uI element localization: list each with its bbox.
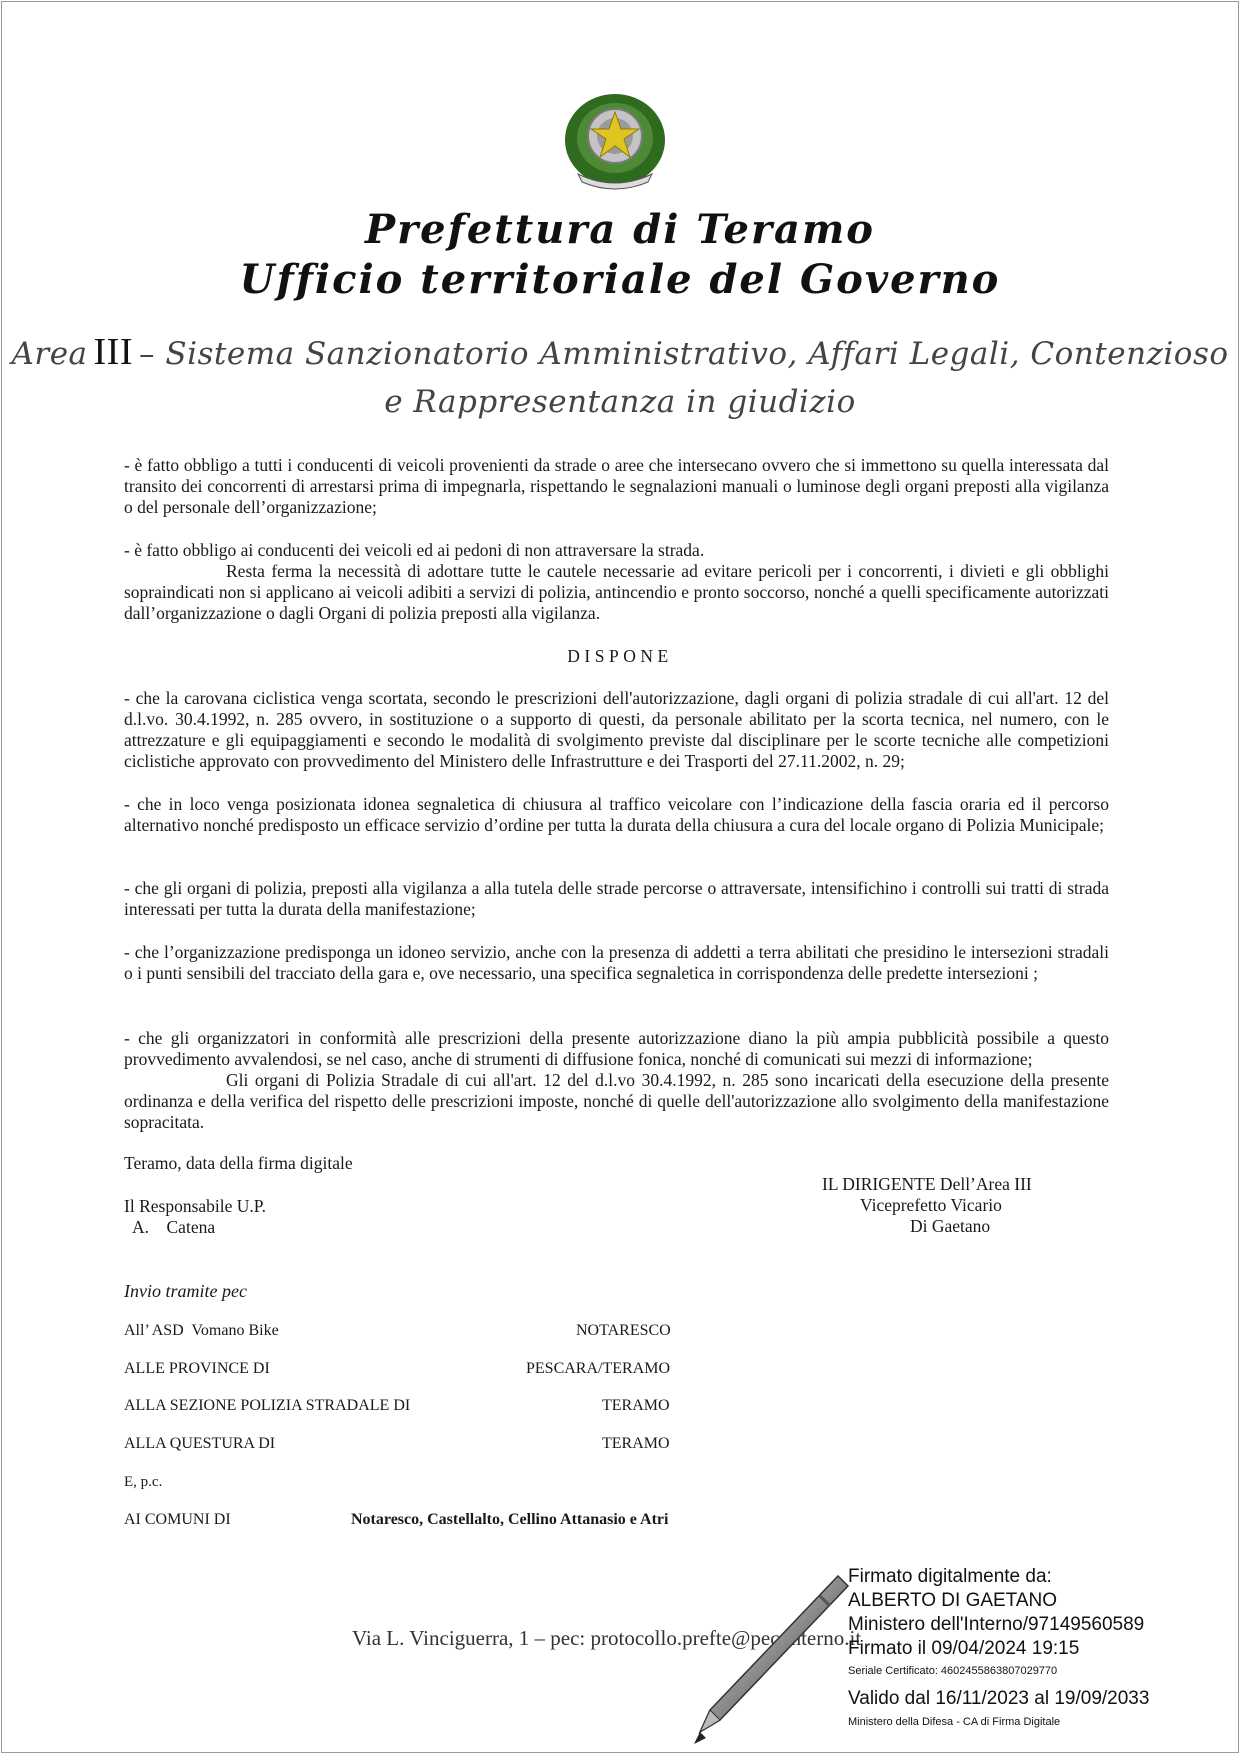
footer-address: Via L. Vinciguerra, 1 – pec: protocollo.prefte@pec.interno.it bbox=[352, 1626, 862, 1650]
paragraph-obbligo-pedoni: - è fatto obbligo ai conducenti dei veicoli ed ai pedoni di non attraversare la strada. bbox=[124, 540, 705, 560]
recipient-label: ALLA SEZIONE POLIZIA STRADALE DI bbox=[124, 1397, 411, 1414]
signature-signer: ALBERTO DI GAETANO bbox=[848, 1590, 1058, 1611]
area-heading-line2: e Rappresentanza in giudizio bbox=[384, 384, 856, 420]
responsabile-name: A. Catena bbox=[132, 1217, 216, 1237]
area-heading bbox=[0, 330, 1240, 374]
dispone-item-esecuzione: Gli organi di Polizia Stradale di cui all'art. 12 del d.l.vo 30.4.1992, n. 285 sono incaricati della esecuzione della presente ordinanza e della verifica del rispetto delle prescrizioni imposte, nonché di quelle dell'autorizzazione allo svolgimento della manifestazione sopracitata. bbox=[124, 1070, 1109, 1132]
dispone-item-segnaletica: - che in loco venga posizionata idonea segnaletica di chiusura al traffico veicolare con l’indicazione della fascia oraria ed il percorso alternativo nonché predisposto un efficace servizio d’ordine per tutta la durata della chiusura a cura del locale organo di Polizia Municipale; bbox=[124, 794, 1109, 835]
signature-line: Firmato digitalmente da: bbox=[848, 1566, 1052, 1587]
office-title: Prefettura di Teramo bbox=[365, 206, 875, 253]
recipients-heading: Invio tramite pec bbox=[124, 1281, 247, 1301]
comuni-value: Notaresco, Castellalto, Cellino Attanasio e Atri bbox=[351, 1511, 669, 1528]
italian-republic-emblem-icon bbox=[560, 82, 670, 192]
dirigente-role: Viceprefetto Vicario bbox=[860, 1195, 1002, 1215]
responsabile-title: Il Responsabile U.P. bbox=[124, 1196, 266, 1216]
area-prefix: Area bbox=[11, 336, 88, 372]
area-rest: – Sistema Sanzionatorio Amministrativo, Affari Legali, Contenzioso bbox=[139, 336, 1229, 372]
dispone-item-organizzazione: - che l’organizzazione predisponga un idoneo servizio, anche con la presenza di addetti a terra abilitati che presidino le intersezioni stradali o i punti sensibili del tracciato della gara e, ove necessario, una specifica segnaletica in corrispondenza delle predette intersezioni ; bbox=[124, 942, 1109, 983]
signature-validity: Valido dal 16/11/2023 al 19/09/2033 bbox=[848, 1688, 1150, 1709]
comuni-label: AI COMUNI DI bbox=[124, 1511, 231, 1528]
recipient-value: TERAMO bbox=[602, 1435, 670, 1452]
paragraph-cautele: Resta ferma la necessità di adottare tutte le cautele necessarie ad evitare pericoli per i concorrenti, i divieti e gli obblighi sopraindicati non si applicano ai veicoli adibiti a servizi di polizia, antincendio e pronto soccorso, nonché a quelli specificamente autorizzati dall’organizzazione o dagli Organi di polizia preposti alla vigilanza. bbox=[124, 561, 1109, 623]
area-roman: III bbox=[93, 331, 133, 373]
recipient-value: NOTARESCO bbox=[576, 1322, 671, 1339]
dirigente-title: IL DIRIGENTE Dell’Area III bbox=[822, 1174, 1032, 1194]
recipient-label: ALLA QUESTURA DI bbox=[124, 1435, 276, 1452]
dispone-item-polizia: - che gli organi di polizia, preposti alla vigilanza a alla tutela delle strade percorse o attraversate, intensifichino i controlli sui tratti di strada interessati per tutta la durata della manifestazione; bbox=[124, 878, 1109, 919]
pen-icon bbox=[670, 1570, 850, 1750]
recipient-value: TERAMO bbox=[602, 1397, 670, 1414]
dispone-item-scorta: - che la carovana ciclistica venga scortata, secondo le prescrizioni dell'autorizzazione, dagli organi di polizia stradale di cui all'art. 12 del d.l.vo. 30.4.1992, n. 285 ovvero, in sostituzione o a supporto di questi, da personale abilitato per la scorta tecnica, nel numero, con le attrezzature e gli equipaggiamenti e secondo le modalità di svolgimento previste dal disciplinare per le scorte tecniche alle competizioni ciclistiche approvato con provvedimento del Ministero delle Infrastrutture e dei Trasporti del 27.11.2002, n. 29; bbox=[124, 688, 1109, 771]
recipient-value: PESCARA/TERAMO bbox=[526, 1360, 671, 1377]
signature-date: Firmato il 09/04/2024 19:15 bbox=[848, 1638, 1080, 1659]
place-date: Teramo, data della firma digitale bbox=[124, 1153, 353, 1173]
dispone-heading: DISPONE bbox=[567, 646, 673, 666]
signature-organization: Ministero dell'Interno/97149560589 bbox=[848, 1614, 1145, 1635]
office-subtitle: Ufficio territoriale del Governo bbox=[239, 256, 1001, 303]
recipient-label: All’ ASD Vomano Bike bbox=[124, 1322, 279, 1339]
recipient-label: ALLE PROVINCE DI bbox=[124, 1360, 270, 1377]
signature-serial: Seriale Certificato: 4602455863807029770 bbox=[848, 1665, 1058, 1677]
paragraph-obbligo-conducenti: - è fatto obbligo a tutti i conducenti di veicoli provenienti da strade o aree che intersecano ovvero che si immettono su quella interessata dal transito dei concorrenti di arrestarsi prima di impegnarla, rispettando le segnalazioni manuali o luminose degli organi preposti alla vigilanza o del personale dell’organizzazione; bbox=[124, 455, 1109, 517]
epc-label: E, p.c. bbox=[124, 1474, 163, 1490]
dirigente-name: Di Gaetano bbox=[910, 1216, 991, 1236]
signature-ca: Ministero della Difesa - CA di Firma Digitale bbox=[848, 1716, 1061, 1728]
dispone-item-pubblicita: - che gli organizzatori in conformità alle prescrizioni della presente autorizzazione diano la più ampia pubblicità possibile a questo provvedimento avvalendosi, se nel caso, anche di strumenti di diffusione fonica, nonché di comunicati sui mezzi di informazione; bbox=[124, 1028, 1109, 1069]
